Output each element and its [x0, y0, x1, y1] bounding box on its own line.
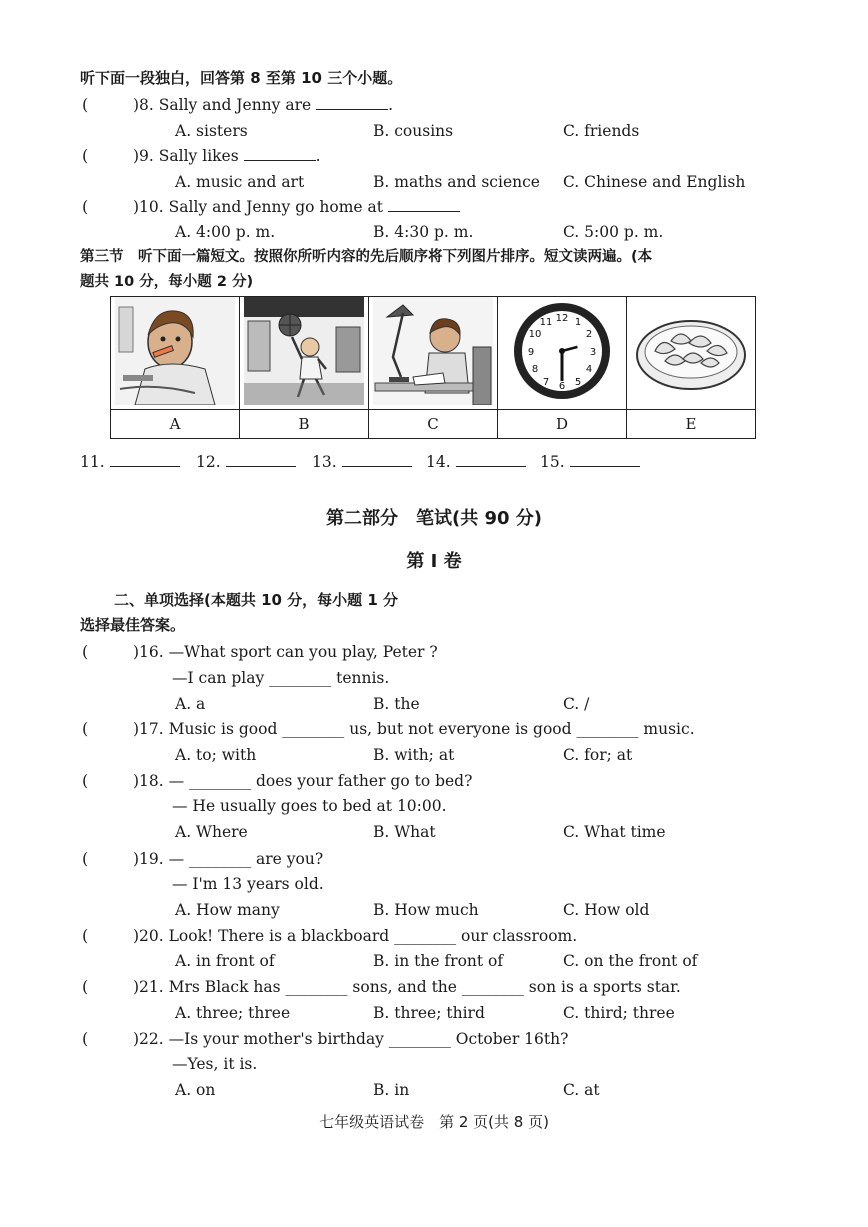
question-number: )8.	[133, 96, 154, 114]
option-b: B. 4:30 p. m.	[373, 223, 474, 241]
section-instruction: 听下面一段独白，回答第 8 至第 10 三个小题。	[80, 69, 403, 87]
answer-paren[interactable]: (	[82, 1029, 89, 1048]
answer-paren[interactable]: (	[82, 771, 89, 790]
picture-b	[240, 297, 369, 410]
answer-paren[interactable]: (	[82, 95, 89, 114]
option-c: C. 5:00 p. m.	[563, 223, 664, 241]
option-b: B. three; third	[373, 1004, 485, 1022]
option-a: A. How many	[175, 901, 280, 919]
question-22-line2: —Yes, it is.	[172, 1055, 258, 1073]
option-b: B. the	[373, 695, 420, 713]
option-c: C. for; at	[563, 746, 633, 764]
question-text: Sally and Jenny go home at	[168, 198, 383, 216]
option-b: B. How much	[373, 901, 479, 919]
answer-paren[interactable]: (	[82, 977, 89, 996]
picture-a	[111, 297, 240, 410]
option-b: B. cousins	[373, 122, 454, 140]
option-c: C. Chinese and English	[563, 173, 746, 191]
question-19-line2: — I'm 13 years old.	[172, 875, 324, 893]
answer-blank-13[interactable]: 13.	[312, 452, 412, 471]
dumplings-icon	[631, 297, 751, 405]
answer-paren[interactable]: (	[82, 849, 89, 868]
svg-text:1: 1	[574, 317, 582, 328]
svg-text:7: 7	[542, 377, 550, 388]
toothbrush-icon	[115, 297, 235, 405]
answer-blank-14[interactable]: 14.	[426, 452, 526, 471]
option-a: A. three; three	[175, 1004, 291, 1022]
option-b: B. with; at	[373, 746, 455, 764]
answer-blank-12[interactable]: 12.	[196, 452, 296, 471]
picture-label: A	[111, 410, 240, 439]
question-9: )9. Sally likes .	[133, 147, 321, 165]
basketball-icon	[244, 297, 364, 405]
answer-blank-11[interactable]: 11.	[80, 452, 180, 471]
answer-paren[interactable]: (	[82, 719, 89, 738]
picture-d	[498, 297, 627, 410]
answer-paren[interactable]: (	[82, 926, 89, 945]
svg-text:6: 6	[558, 381, 566, 392]
svg-text:12: 12	[555, 313, 569, 324]
part-title: 第二部分 笔试(共 90 分)	[325, 508, 543, 529]
option-a: A. music and art	[175, 173, 305, 191]
option-c: C. at	[563, 1081, 600, 1099]
blank-line	[316, 95, 388, 110]
option-a: A. in front of	[175, 952, 275, 970]
clock-icon	[502, 297, 622, 405]
svg-text:4: 4	[585, 364, 593, 375]
question-number: )10.	[133, 198, 164, 216]
svg-text:8: 8	[531, 364, 539, 375]
section-title: 二、单项选择(本题共 10 分，每小题 1 分	[114, 591, 399, 609]
section-instruction: 选择最佳答案。	[80, 616, 186, 634]
option-c: C. third; three	[563, 1004, 675, 1022]
blank-line	[388, 197, 460, 212]
picture-label: B	[240, 410, 369, 439]
option-a: A. a	[175, 695, 206, 713]
question-16: )16. —What sport can you play, Peter ?	[133, 643, 438, 661]
option-b: B. in	[373, 1081, 410, 1099]
picture-e	[627, 297, 756, 410]
question-text: Sally and Jenny are	[158, 96, 312, 114]
question-17: )17. Music is good ________ us, but not everyone is good ________ music.	[133, 720, 695, 738]
svg-text:10: 10	[528, 329, 542, 340]
option-b: B. in the front of	[373, 952, 504, 970]
picture-label: C	[369, 410, 498, 439]
desk-lamp-icon	[373, 297, 493, 405]
section-3-instruction: 第三节 听下面一篇短文。按照你所听内容的先后顺序将下列图片排序。短文读两遍。(本	[80, 249, 653, 265]
option-b: B. What	[373, 823, 436, 841]
answer-paren[interactable]: (	[82, 642, 89, 661]
svg-text:3: 3	[589, 347, 597, 358]
option-c: C. /	[563, 695, 590, 713]
question-21: )21. Mrs Black has ________ sons, and the ________ son is a sports star.	[133, 978, 681, 996]
option-a: A. Where	[175, 823, 248, 841]
answer-paren[interactable]: (	[82, 146, 89, 165]
option-c: C. friends	[563, 122, 640, 140]
question-16-line2: —I can play ________ tennis.	[172, 669, 390, 687]
question-8: )8. Sally and Jenny are .	[133, 96, 394, 114]
picture-label: E	[627, 410, 756, 439]
svg-text:9: 9	[527, 347, 535, 358]
option-c: C. on the front of	[563, 952, 698, 970]
section-3-instruction-cont: 题共 10 分，每小题 2 分)	[80, 274, 254, 290]
question-text: Sally likes	[158, 147, 239, 165]
question-10	[133, 197, 460, 217]
svg-text:11: 11	[539, 317, 553, 328]
picture-table	[110, 296, 756, 439]
option-b: B. maths and science	[373, 173, 540, 191]
option-a: A. sisters	[175, 122, 248, 140]
question-18: )18. — ________ does your father go to bed?	[133, 772, 473, 790]
answer-paren[interactable]: (	[82, 197, 89, 216]
option-a: A. 4:00 p. m.	[175, 223, 276, 241]
answer-blank-15[interactable]: 15.	[540, 452, 640, 471]
question-20: )20. Look! There is a blackboard ________ our classroom.	[133, 927, 578, 945]
svg-text:5: 5	[574, 377, 582, 388]
page-footer: 七年级英语试卷 第 2 页(共 8 页)	[319, 1113, 549, 1131]
question-18-line2: — He usually goes to bed at 10:00.	[172, 797, 447, 815]
question-number: )9.	[133, 147, 154, 165]
question-19: )19. — ________ are you?	[133, 850, 324, 868]
blank-line	[244, 146, 316, 161]
option-a: A. to; with	[175, 746, 257, 764]
volume-title: 第 I 卷	[406, 551, 462, 572]
option-a: A. on	[175, 1081, 216, 1099]
picture-c	[369, 297, 498, 410]
question-22: )22. —Is your mother's birthday ________ October 16th?	[133, 1030, 569, 1048]
picture-label: D	[498, 410, 627, 439]
option-c: C. What time	[563, 823, 666, 841]
option-c: C. How old	[563, 901, 650, 919]
svg-text:2: 2	[585, 329, 593, 340]
